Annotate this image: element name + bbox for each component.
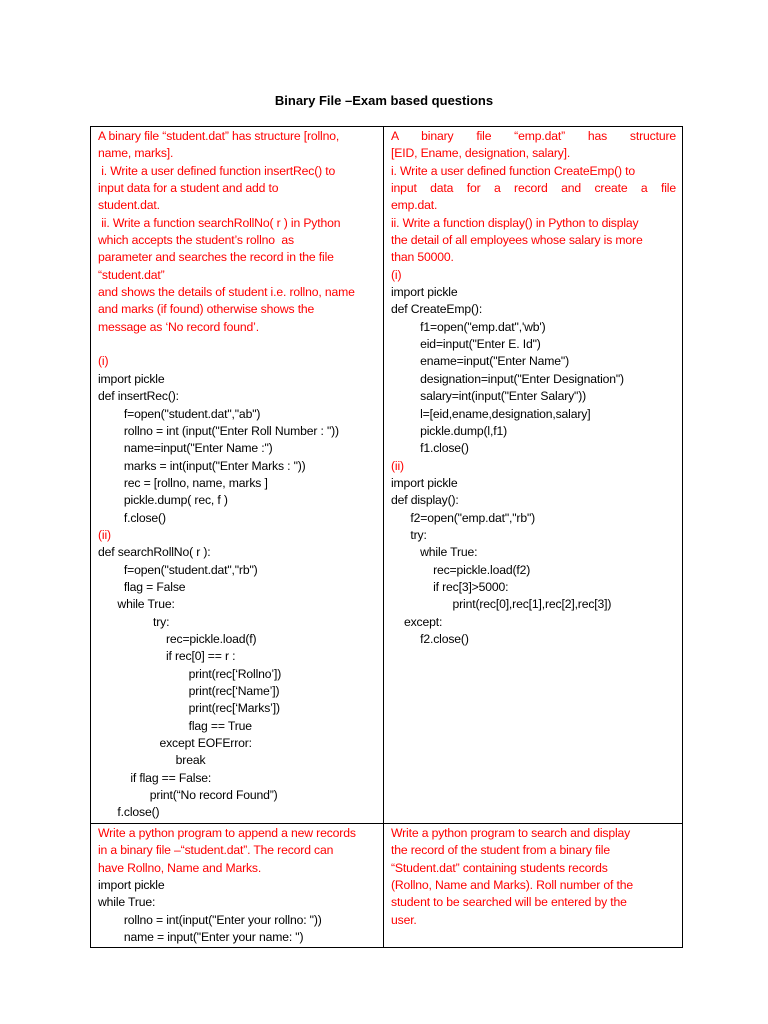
code-line: rollno = int (input("Enter Roll Number : ")) — [98, 423, 339, 438]
table-row — [91, 824, 683, 948]
question-cell-append-records — [91, 824, 384, 948]
part-label-ii: (ii) — [98, 527, 111, 542]
code-line: except: — [391, 614, 443, 629]
code-line: eid=input("Enter E. Id") — [391, 337, 541, 352]
question-cell-emp-dat — [384, 127, 683, 824]
code-line: f2=open("emp.dat","rb") — [391, 510, 536, 525]
code-line: print(rec[0],rec[1],rec[2],rec[3]) — [391, 597, 612, 612]
code-line: rec=pickle.load(f2) — [391, 562, 531, 577]
spacer — [98, 336, 377, 353]
code-line: import pickle — [391, 475, 458, 490]
code-line: name=input("Enter Name :") — [98, 441, 273, 456]
code-line: pickle.dump(l,f1) — [391, 423, 507, 438]
code-line: designation=input("Enter Designation") — [391, 371, 624, 386]
code-line: def display(): — [391, 493, 459, 508]
code-block-createemp — [391, 284, 676, 457]
code-line: print(rec[‘Name’]) — [98, 684, 280, 698]
code-line: print(rec[‘Rollno’]) — [98, 666, 282, 681]
question-line: i. Write a user defined function CreateEmp() to — [391, 163, 636, 178]
code-line: name = input("Enter your name: ") — [98, 930, 304, 945]
code-line: if rec[3]>5000: — [391, 579, 509, 594]
question-line: ii. Write a function display() in Python to display — [391, 215, 639, 230]
question-line: have Rollno, Name and Marks. — [98, 860, 262, 875]
code-line: while True: — [98, 597, 175, 612]
question-line: and shows the details of student i.e. rollno, name — [98, 285, 355, 300]
code-line: f2.close() — [391, 631, 469, 646]
question-line: input data for a record and create a file — [391, 181, 676, 196]
code-line: rec = [rollno, name, marks ] — [98, 475, 268, 490]
part-label-ii: (ii) — [391, 458, 404, 473]
question-line: name, marks]. — [98, 146, 174, 161]
code-line: def insertRec(): — [98, 389, 179, 404]
question-line: the detail of all employees whose salary is more — [391, 233, 643, 248]
cell-content — [384, 127, 682, 648]
question-line: user. — [391, 912, 417, 927]
question-line: and marks (if found) otherwise shows the — [98, 302, 315, 317]
code-line: def searchRollNo( r ): — [98, 545, 211, 560]
code-block-searchrollno — [98, 544, 377, 822]
code-line: while True: — [98, 895, 156, 910]
code-block-display — [391, 475, 676, 648]
code-line: break — [98, 753, 206, 768]
code-line: f.close() — [98, 510, 166, 525]
question-text — [391, 825, 676, 929]
code-line: salary=int(input("Enter Salary")) — [391, 389, 587, 404]
code-block-append — [98, 877, 377, 946]
code-line: if flag == False: — [98, 770, 212, 785]
question-line: input data for a student and add to — [98, 181, 279, 196]
question-line: A binary file “emp.dat” has structure — [391, 129, 676, 143]
code-line: try: — [391, 527, 427, 542]
part-label-i: (i) — [98, 354, 109, 369]
code-line: f=open("student.dat","ab") — [98, 406, 261, 421]
question-line: the record of the student from a binary file — [391, 843, 610, 858]
question-line: student to be searched will be entered by the — [391, 895, 627, 910]
question-line: which accepts the student’s rollno as — [98, 233, 294, 248]
code-line: import pickle — [98, 371, 165, 386]
question-line: “Student.dat” containing students records — [391, 860, 608, 875]
question-line: student.dat. — [98, 198, 160, 213]
question-text — [98, 128, 377, 336]
code-line: l=[eid,ename,designation,salary] — [391, 406, 591, 421]
cell-content — [91, 127, 383, 822]
table-row — [91, 127, 683, 824]
code-line: f.close() — [98, 805, 160, 820]
code-line: pickle.dump( rec, f ) — [98, 493, 228, 508]
question-line: (Rollno, Name and Marks). Roll number of the — [391, 878, 633, 893]
question-line: Write a python program to append a new records — [98, 826, 356, 840]
code-line: marks = int(input("Enter Marks : ")) — [98, 458, 306, 473]
question-line: emp.dat. — [391, 198, 438, 213]
question-line: ii. Write a function searchRollNo( r ) in Python — [98, 215, 341, 230]
part-label-i: (i) — [391, 267, 402, 282]
question-text — [391, 128, 676, 267]
question-cell-search-record — [384, 824, 683, 948]
questions-table — [90, 126, 683, 948]
code-line: flag = False — [98, 579, 186, 594]
code-line: try: — [98, 614, 170, 629]
code-line: import pickle — [98, 878, 165, 893]
code-line: print(rec[‘Marks’]) — [98, 701, 280, 716]
code-line: if rec[0] == r : — [98, 649, 236, 664]
code-line: rec=pickle.load(f) — [98, 631, 257, 646]
question-text — [98, 825, 377, 877]
question-line: in a binary file –“student.dat”. The record can — [98, 843, 334, 858]
code-line: f1=open("emp.dat",'wb') — [391, 319, 546, 334]
question-line: A binary file “student.dat” has structure [rollno, — [98, 129, 340, 143]
question-line: Write a python program to search and display — [391, 826, 631, 840]
code-line: except EOFError: — [98, 736, 252, 751]
question-line: message as ‘No record found’. — [98, 319, 259, 334]
cell-content — [384, 824, 682, 929]
question-cell-student-dat — [91, 127, 384, 824]
code-line: def CreateEmp(): — [391, 302, 483, 317]
question-line: parameter and searches the record in the file — [98, 250, 334, 265]
question-line: [EID, Ename, designation, salary]. — [391, 146, 571, 161]
code-line: ename=input("Enter Name") — [391, 354, 569, 369]
code-line: while True: — [391, 545, 478, 560]
code-line: f=open("student.dat","rb") — [98, 562, 258, 577]
question-line: “student.dat” — [98, 267, 165, 282]
question-line: than 50000. — [391, 250, 454, 265]
code-line: import pickle — [391, 285, 458, 300]
page-title: Binary File –Exam based questions — [274, 93, 494, 108]
code-line: print(“No record Found”) — [98, 788, 278, 803]
code-block-insertrec — [98, 371, 377, 527]
code-line: flag == True — [98, 718, 252, 733]
code-line: rollno = int(input("Enter your rollno: ")) — [98, 912, 322, 927]
code-line: f1.close() — [391, 441, 469, 456]
cell-content — [91, 824, 383, 946]
question-line: i. Write a user defined function insertRec() to — [98, 163, 336, 178]
